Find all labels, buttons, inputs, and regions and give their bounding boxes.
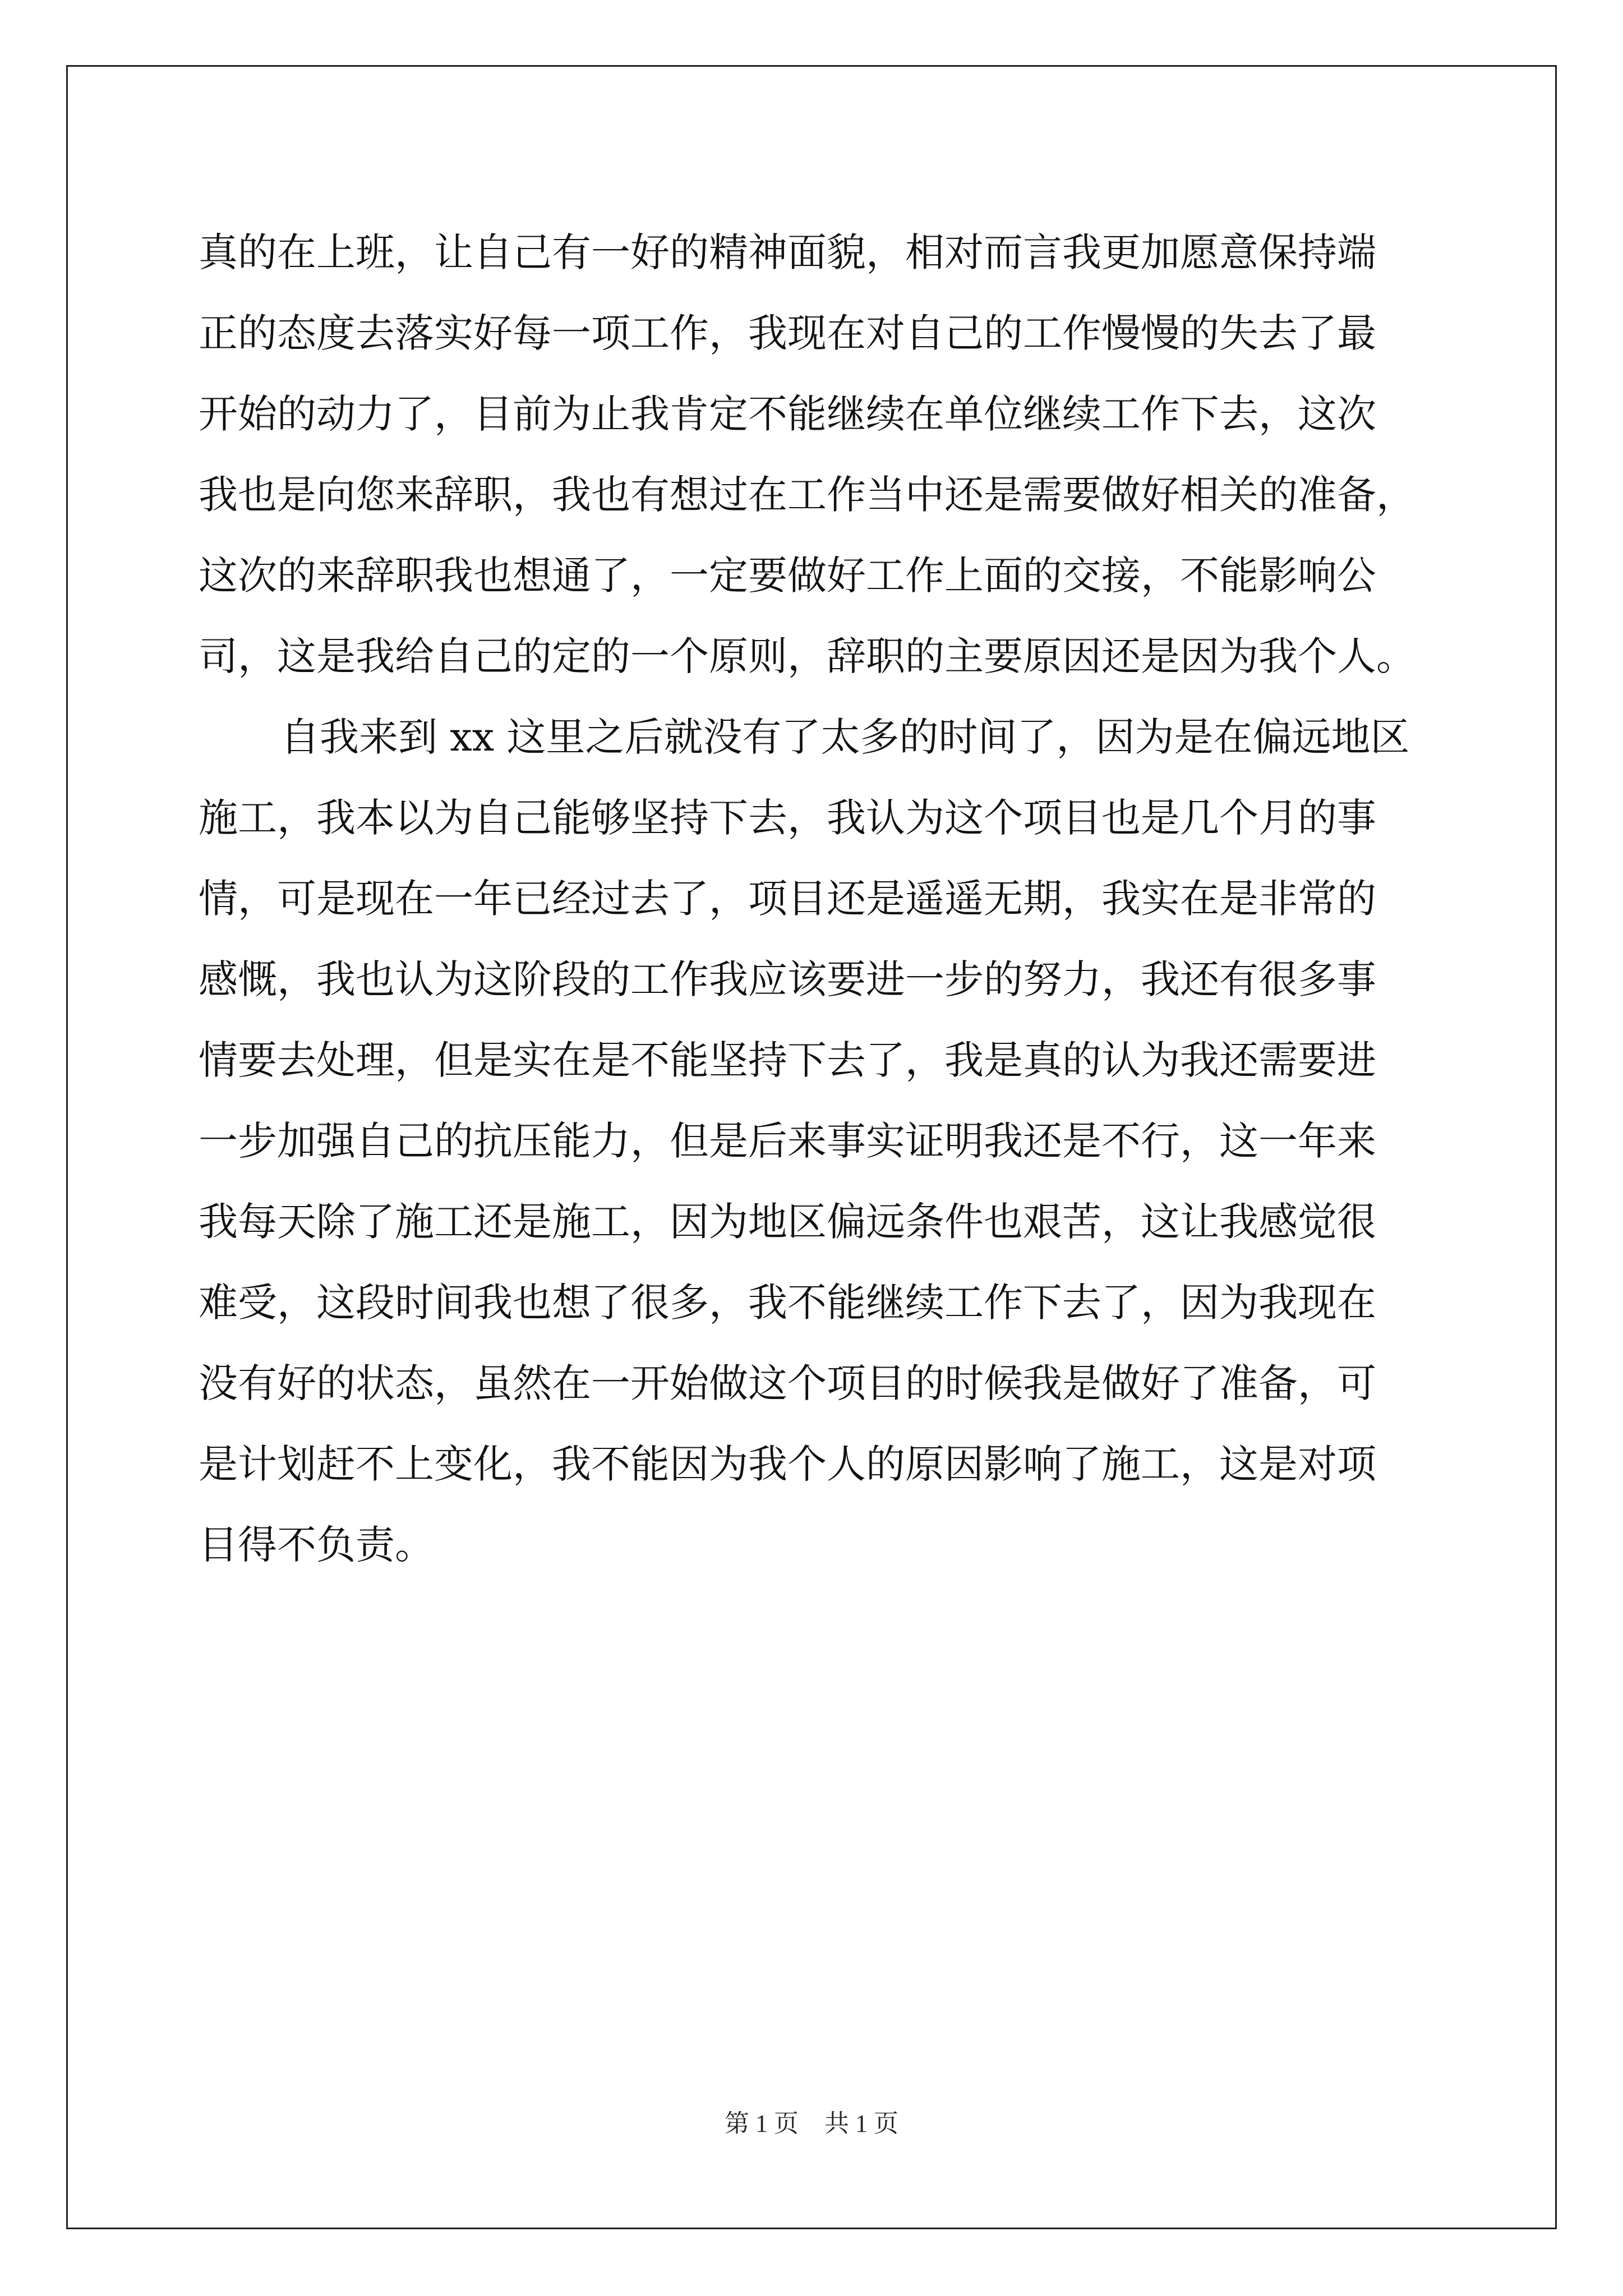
text-line: 开始的动力了，目前为止我肯定不能继续在单位继续工作下去，这次 (199, 391, 1376, 437)
text-line: 我每天除了施工还是施工，因为地区偏远条件也艰苦，这让我感觉很 (199, 1199, 1376, 1245)
text-line: 难受，这段时间我也想了很多，我不能继续工作下去了，因为我现在 (199, 1280, 1376, 1326)
text-line: 情，可是现在一年已经过去了，项目还是遥遥无期，我实在是非常的 (199, 876, 1376, 922)
page-number-total: 共 1 页 (824, 2110, 898, 2137)
text-line: 正的态度去落实好每一项工作，我现在对自己的工作慢慢的失去了最 (199, 310, 1376, 356)
text-line: 是计划赶不上变化，我不能因为我个人的原因影响了施工，这是对项 (199, 1441, 1376, 1487)
text-line: 施工，我本以为自己能够坚持下去，我认为这个项目也是几个月的事 (199, 795, 1376, 841)
text-line: 我也是向您来辞职，我也有想过在工作当中还是需要做好相关的准备， (199, 472, 1415, 518)
text-line: 真的在上班，让自己有一好的精神面貌，相对而言我更加愿意保持端 (199, 229, 1376, 275)
paragraph-start-line: 自我来到 xx 这里之后就没有了太多的时间了，因为是在偏远地区 (280, 714, 1410, 760)
page-number-current: 第 1 页 (725, 2110, 799, 2137)
text-line: 目得不负责。 (199, 1522, 434, 1568)
text-line: 没有好的状态，虽然在一开始做这个项目的时候我是做好了准备，可 (199, 1360, 1376, 1406)
document-body (199, 212, 1432, 1585)
text-line: 司，这是我给自己的定的一个原则，辞职的主要原因还是因为我个人。 (199, 633, 1415, 679)
text-line: 这次的来辞职我也想通了，一定要做好工作上面的交接，不能影响公 (199, 553, 1376, 599)
text-line: 情要去处理，但是实在是不能坚持下去了，我是真的认为我还需要进 (199, 1037, 1376, 1083)
text-line: 感慨，我也认为这阶段的工作我应该要进一步的努力，我还有很多事 (199, 956, 1376, 1002)
text-line: 一步加强自己的抗压能力，但是后来事实证明我还是不行，这一年来 (199, 1118, 1376, 1164)
page-footer (0, 2107, 1623, 2141)
